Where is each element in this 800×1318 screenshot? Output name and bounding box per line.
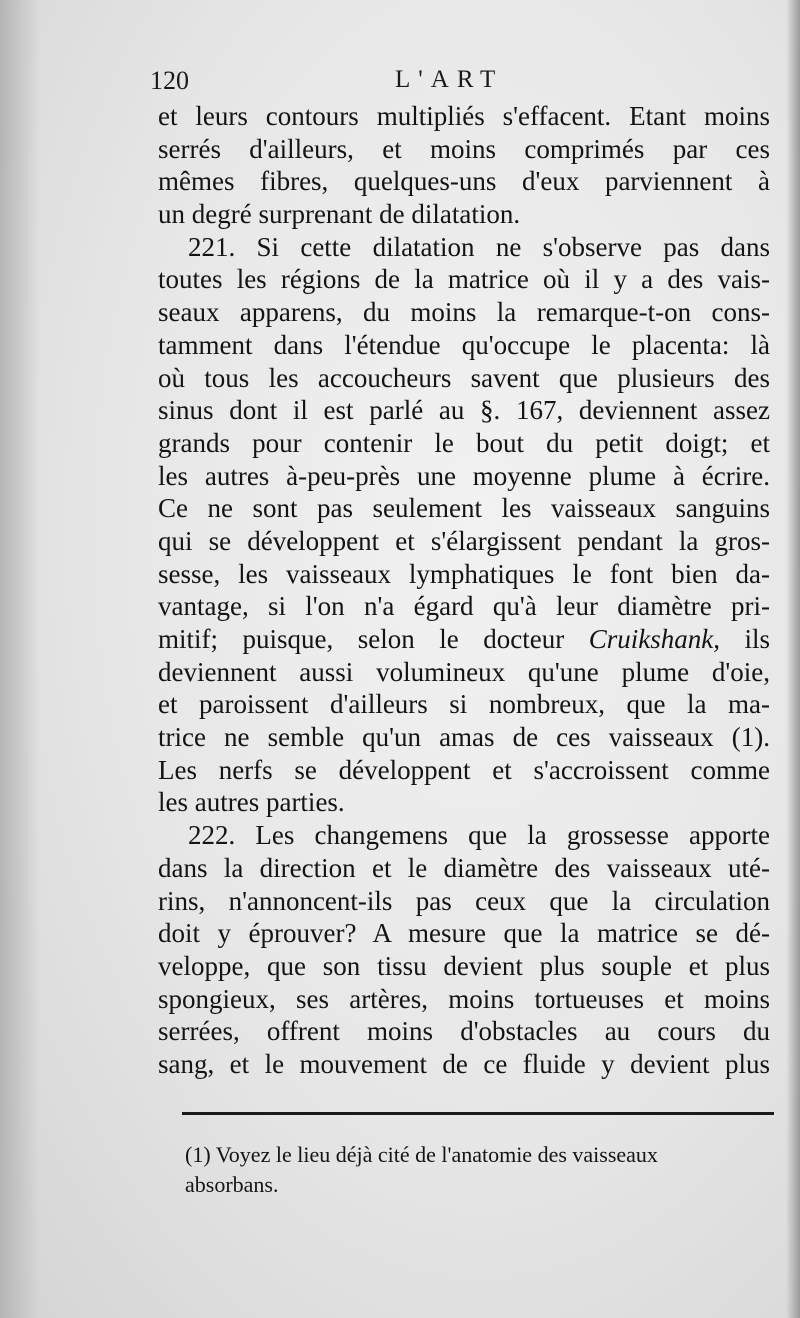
text-line-with-italic [158, 623, 770, 656]
text-line: dans la direction et le diamètre des vaisseaux uté- [158, 852, 770, 883]
body-text [158, 100, 770, 1081]
text-line: vantage, si l'on n'a égard qu'à leur diamètre pri- [158, 591, 770, 622]
text-line: tamment dans l'étendue qu'occupe le placenta: là [158, 329, 770, 360]
text-segment: ils [744, 624, 771, 654]
text-line: les autres à-peu-près une moyenne plume à écrire. [158, 460, 770, 491]
text-line: mêmes fibres, quelques-uns d'eux parviennent à [158, 166, 770, 197]
text-line: et paroissent d'ailleurs si nombreux, que la ma- [158, 689, 770, 720]
footnote-line: (1) Voyez le lieu déjà cité de l'anatomie des vaisseaux [185, 1142, 658, 1167]
text-line: toutes les régions de la matrice où il y a des vais- [158, 264, 770, 295]
text-line: qui se développent et s'élargissent pendant la gros- [158, 525, 770, 556]
text-line: serrés d'ailleurs, et moins comprimés par ces [158, 133, 770, 164]
text-line: serrées, offrent moins d'obstacles au cours du [158, 1016, 770, 1047]
text-line: sesse, les vaisseaux lymphatiques le font bien da- [158, 558, 770, 589]
text-line: trice ne semble qu'un amas de ces vaisseaux (1). [158, 722, 770, 753]
text-line: doit y éprouver? A mesure que la matrice se dé- [158, 918, 770, 949]
text-line: un degré surprenant de dilatation. [158, 199, 521, 230]
footnote-rule [182, 1112, 774, 1115]
text-line: deviennent aussi volumineux qu'une plume d'oie, [158, 656, 770, 687]
text-line: sang, et le mouvement de ce fluide y devient plus [158, 1048, 770, 1079]
footnote [185, 1140, 777, 1200]
text-line: où tous les accoucheurs savent que plusieurs des [158, 362, 770, 393]
text-line: et leurs contours multipliés s'effacent. Etant moins [158, 101, 770, 131]
text-line: veloppe, que son tissu devient plus souple et plus [158, 950, 770, 981]
footnote-line: absorbans. [185, 1172, 279, 1197]
page-edge-shadow [786, 0, 800, 1318]
text-line: rins, n'annoncent-ils pas ceux que la circulation [158, 885, 770, 916]
text-line: les autres parties. [158, 787, 345, 818]
text-segment: mitif; puisque, selon le docteur [158, 624, 565, 654]
text-line: seaux apparens, du moins la remarque-t-on cons- [158, 297, 770, 328]
text-line: spongieux, ses artères, moins tortueuses et moins [158, 983, 770, 1014]
paragraph-222-start: 222. Les changemens que la grossesse apporte [188, 820, 770, 851]
page-number: 120 [150, 66, 189, 95]
text-line: Ce ne sont pas seulement les vaisseaux sanguins [158, 493, 770, 524]
text-line: sinus dont il est parlé au §. 167, deviennent assez [158, 395, 770, 426]
gutter-shadow [0, 0, 40, 1318]
running-head: L'ART [395, 66, 504, 93]
italic-name: Cruikshank, [588, 624, 720, 654]
paragraph-221-start: 221. Si cette dilatation ne s'observe pas dans [188, 231, 770, 262]
text-line: Les nerfs se développent et s'accroissent comme [158, 754, 770, 785]
text-line: grands pour contenir le bout du petit doigt; et [158, 427, 770, 458]
